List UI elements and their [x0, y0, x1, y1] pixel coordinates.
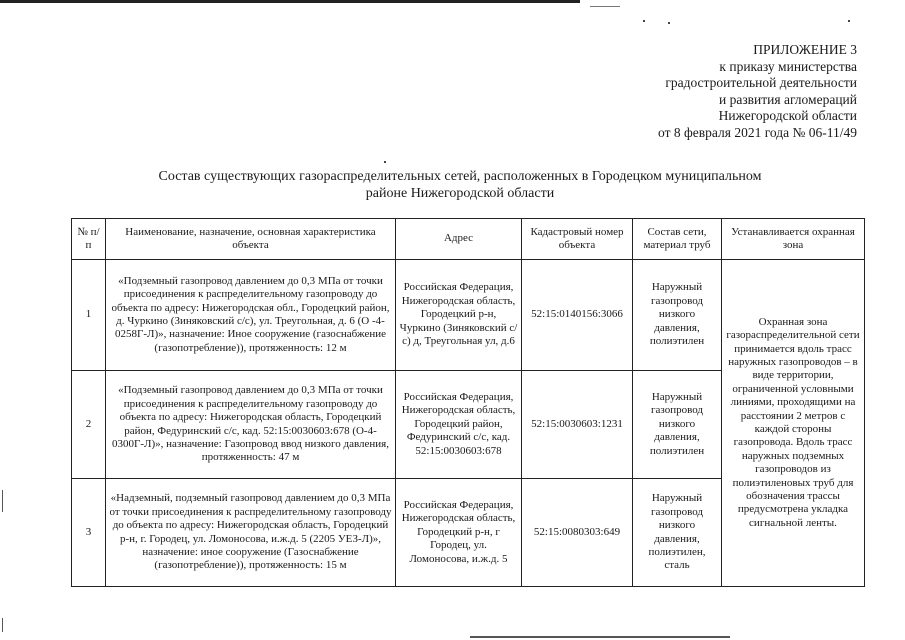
- cell-name: «Подземный газопровод давлением до 0,3 МПа от точки присоединения к распределительному газопроводу до объекта по адресу: Нижегородская обл., Городецкий район, д. Чуркино (Зиняковский с/с), ул. Треугольная, д. 6 (О -4-0258Г-Л)», назначение: Иное сооружение (газоснабжение (газопотребление)), протяженность: 12 м: [106, 260, 396, 371]
- cell-address: Российская Федерация, Нижегородская область, Городецкий р-н, г Городец, ул. Ломоносова, и.ж.д. 5: [396, 479, 522, 587]
- cell-cadastral: 52:15:0140156:3066: [522, 260, 633, 371]
- cell-num: 1: [72, 260, 106, 371]
- appendix-line: и развития агломераций: [718, 91, 857, 107]
- scan-artifact-top-line: [0, 0, 580, 3]
- header-zone: Устанавливается охранная зона: [722, 219, 865, 260]
- cell-num: 2: [72, 371, 106, 479]
- table-row: [72, 260, 865, 371]
- gas-network-table: [71, 218, 865, 587]
- scan-speck: [668, 22, 670, 24]
- header-cadastral: Кадастровый номер объекта: [522, 219, 633, 260]
- scan-artifact-bottom-line: [470, 636, 730, 638]
- cell-composition: Наружный газопровод низкого давления, полиэтилен, сталь: [633, 479, 722, 587]
- cell-composition: Наружный газопровод низкого давления, полиэтилен: [633, 371, 722, 479]
- cell-num: 3: [72, 479, 106, 587]
- scan-speck: [848, 20, 850, 22]
- scan-speck: [384, 161, 386, 163]
- appendix-line: градостроительной деятельности: [665, 75, 857, 91]
- title-line: районе Нижегородской области: [365, 186, 555, 201]
- appendix-line: Нижегородской области: [718, 108, 857, 124]
- header-name: Наименование, назначение, основная характеристика объекта: [106, 219, 396, 260]
- header-composition: Состав сети, материал труб: [633, 219, 722, 260]
- cell-address: Российская Федерация, Нижегородская область, Городецкий район, Федуринский с/с, кад. 52:15:0030603:678: [396, 371, 522, 479]
- scan-artifact-line: [590, 6, 620, 7]
- header-num: № п/п: [72, 219, 106, 260]
- cell-name: «Подземный газопровод давлением до 0,3 МПа от точки присоединения к распределительному газопроводу до объекта по адресу: Нижегородская область, Городецкий район, Федуринский с/с, кад. 52:15:0030603:678 (О-4-0300Г-Л)», назначение: Газопровод ввод низкого давления, протяженность: 47 м: [106, 371, 396, 479]
- title-line: Состав существующих газораспределительных сетей, расположенных в Городецком муниципальном: [158, 169, 762, 184]
- scan-artifact-margin-mark: [2, 490, 3, 512]
- cell-cadastral: 52:15:0080303:649: [522, 479, 633, 587]
- cell-name: «Надземный, подземный газопровод давлением до 0,3 МПа от точки присоединения к распределительному газопроводу до объекта по адресу: Нижегородская область, Городецкий р-н, г. Городец, ул. Ломоносова, и.ж.д. 5 (2205 УЕЗ-Л)», назначение: иное сооружение (Газоснабжение (газопотребление)), протяженность: 15 м: [106, 479, 396, 587]
- cell-composition: Наружный газопровод низкого давления, полиэтилен: [633, 260, 722, 371]
- scan-artifact-margin-mark: [2, 618, 3, 632]
- document-title: [120, 168, 800, 202]
- appendix-line: к приказу министерства: [719, 58, 857, 74]
- cell-address: Российская Федерация, Нижегородская область, Городецкий р-н, Чуркино (Зиняковский с/с) д, Треугольная ул, д.6: [396, 260, 522, 371]
- appendix-line: ПРИЛОЖЕНИЕ 3: [753, 42, 857, 57]
- scan-speck: [643, 20, 645, 22]
- cell-protection-zone: Охранная зона газораспределительной сети принимается вдоль трасс наружных газопроводов – в виде территории, ограниченной условными линиями, проходящими на расстоянии 2 метров с каждой стороны газопровода. Вдоль трасс наружных подземных газопроводов из полиэтиленовых труб для обозначения трассы предусмотрена укладка сигнальной ленты.: [722, 260, 865, 587]
- appendix-block: [537, 42, 857, 142]
- cell-cadastral: 52:15:0030603:1231: [522, 371, 633, 479]
- table-header-row: [72, 219, 865, 260]
- appendix-line: от 8 февраля 2021 года № 06-11/49: [658, 124, 857, 140]
- header-address: Адрес: [396, 219, 522, 260]
